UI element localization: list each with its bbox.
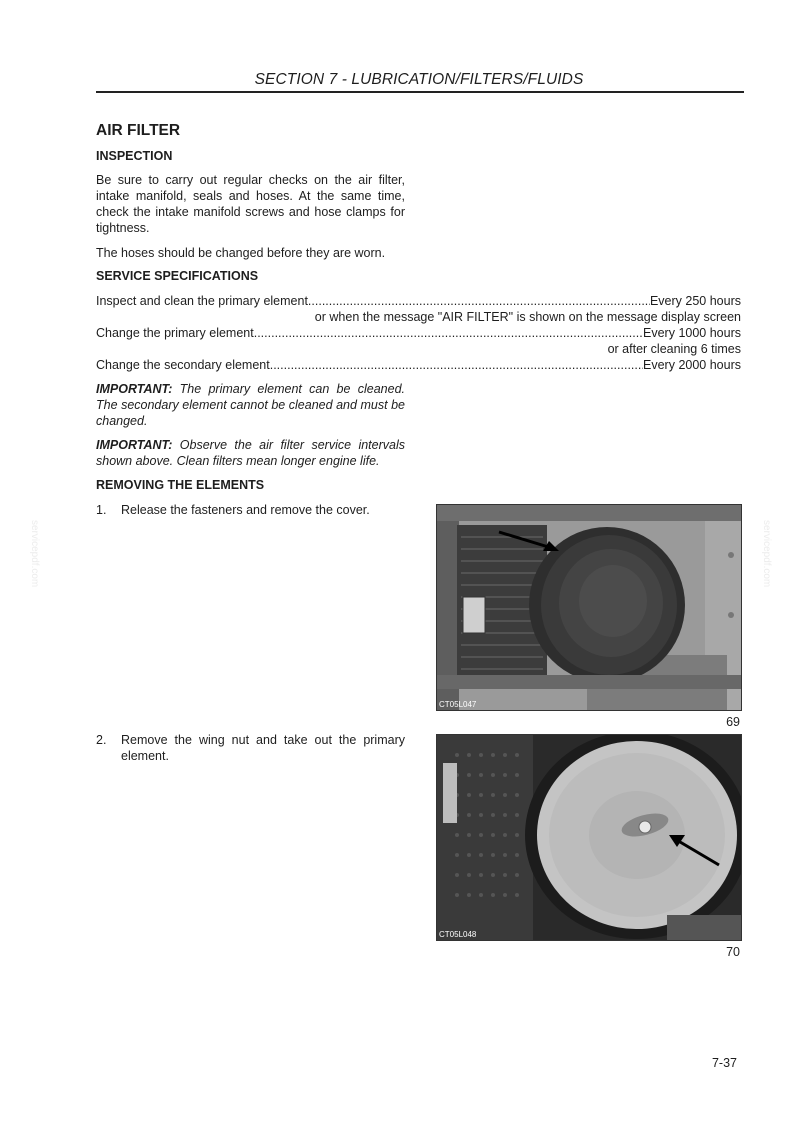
- important-note: [96, 437, 405, 469]
- spec-value: Every 2000 hours: [643, 358, 741, 372]
- spec-note: or after cleaning 6 times: [607, 342, 741, 356]
- spec-label: Inspect and clean the primary element: [96, 294, 308, 308]
- air-filter-photo: [437, 735, 741, 940]
- spec-label: Change the secondary element: [96, 358, 270, 372]
- section-title: AIR FILTER: [96, 122, 181, 139]
- spec-value: Every 1000 hours: [643, 326, 741, 340]
- page-header-title: SECTION 7 - LUBRICATION/FILTERS/FLUIDS: [254, 71, 584, 88]
- figure-air-filter-cover: [436, 504, 742, 711]
- air-filter-photo: [437, 505, 741, 710]
- important-text: Observe the air filter service intervals shown above. Clean filters mean longer engine life.: [96, 438, 405, 468]
- spec-value: Every 250 hours: [649, 294, 741, 308]
- step-number: 1.: [96, 503, 107, 517]
- step-text: Release the fasteners and remove the cover.: [121, 503, 370, 517]
- leader-dots: [308, 293, 650, 309]
- watermark-left: servicepdf.com: [29, 520, 40, 588]
- spec-row: [96, 325, 741, 341]
- header-rule: [96, 91, 744, 93]
- inspection-paragraph: Be sure to carry out regular checks on the air filter, intake manifold, seals and hoses. At the same time, check the intake manifold screws and hose clamps for tightness.: [96, 173, 405, 235]
- page-number: 7-37: [711, 1056, 737, 1070]
- important-note: [96, 381, 405, 429]
- spec-row: [96, 357, 741, 373]
- figure-number: 70: [726, 945, 740, 959]
- step-text: Remove the wing nut and take out the primary element.: [121, 733, 405, 763]
- hoses-paragraph: The hoses should be changed before they are worn.: [96, 246, 386, 260]
- important-label: IMPORTANT:: [96, 382, 173, 396]
- removing-heading: REMOVING THE ELEMENTS: [96, 478, 265, 492]
- important-label: IMPORTANT:: [96, 438, 173, 452]
- step-2: [96, 732, 405, 764]
- important-text: The primary element can be cleaned. The secondary element cannot be cleaned and must be changed.: [96, 382, 405, 428]
- watermark-right: servicepdf.com: [761, 520, 772, 588]
- spec-row: [96, 293, 741, 309]
- figure-code: CT05L047: [439, 700, 477, 709]
- spec-label: Change the primary element: [96, 326, 254, 340]
- step-number: 2.: [96, 733, 107, 747]
- service-specs-heading: SERVICE SPECIFICATIONS: [96, 269, 259, 283]
- leader-dots: [254, 325, 643, 341]
- spec-note: or when the message "AIR FILTER" is shown on the message display screen: [314, 310, 741, 324]
- figure-number: 69: [726, 715, 740, 729]
- leader-dots: [270, 357, 643, 373]
- step-1: [96, 502, 405, 518]
- inspection-heading: INSPECTION: [96, 149, 173, 163]
- figure-code: CT05L048: [439, 930, 477, 939]
- figure-primary-element: [436, 734, 742, 941]
